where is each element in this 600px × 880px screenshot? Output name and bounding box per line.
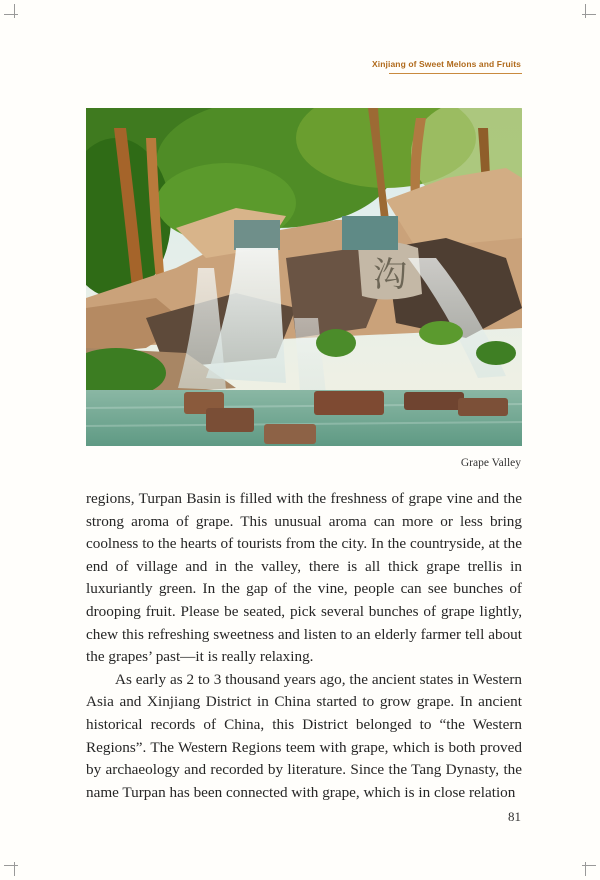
rock-inscription: 沟 — [373, 255, 407, 295]
crop-mark — [14, 862, 15, 876]
body-text — [86, 488, 522, 804]
running-head: Xinjiang of Sweet Melons and Fruits — [372, 59, 521, 69]
crop-mark — [585, 4, 586, 18]
page-number: 81 — [508, 809, 521, 824]
crop-mark — [585, 862, 586, 876]
crop-mark — [14, 4, 15, 18]
paragraph: As early as 2 to 3 thousand years ago, the ancient states in Western Asia and Xinjiang District in China started to grow grape. In ancient historical records of China, this District belonged to “the Western Regions”. The Western Regions teem with grape, which is both proved by archaeology and recorded by literature. Since the Tang Dynasty, the name Turpan has been connected with grape, which is in close relation — [86, 670, 522, 801]
crop-mark — [4, 865, 18, 866]
figure-caption: Grape Valley — [460, 457, 521, 469]
paragraph: regions, Turpan Basin is filled with the freshness of grape vine and the strong aroma of grape. This unusual aroma can more or less bring coolness to the hearts of tourists from the city. In the countryside, at the end of village and in the valley, there is all thick grape trellis in luxuriantly green. In the gap of the vine, people can see bunches of drooping fruit. Please be seated, pick several bunches of grape lightly, chew this refreshing sweetness and listen to an elderly farmer tell about the grapes’ past—it is really relaxing. — [86, 490, 522, 666]
waterfall-photo — [86, 108, 522, 446]
running-head-rule — [389, 73, 522, 74]
crop-mark — [4, 14, 18, 15]
